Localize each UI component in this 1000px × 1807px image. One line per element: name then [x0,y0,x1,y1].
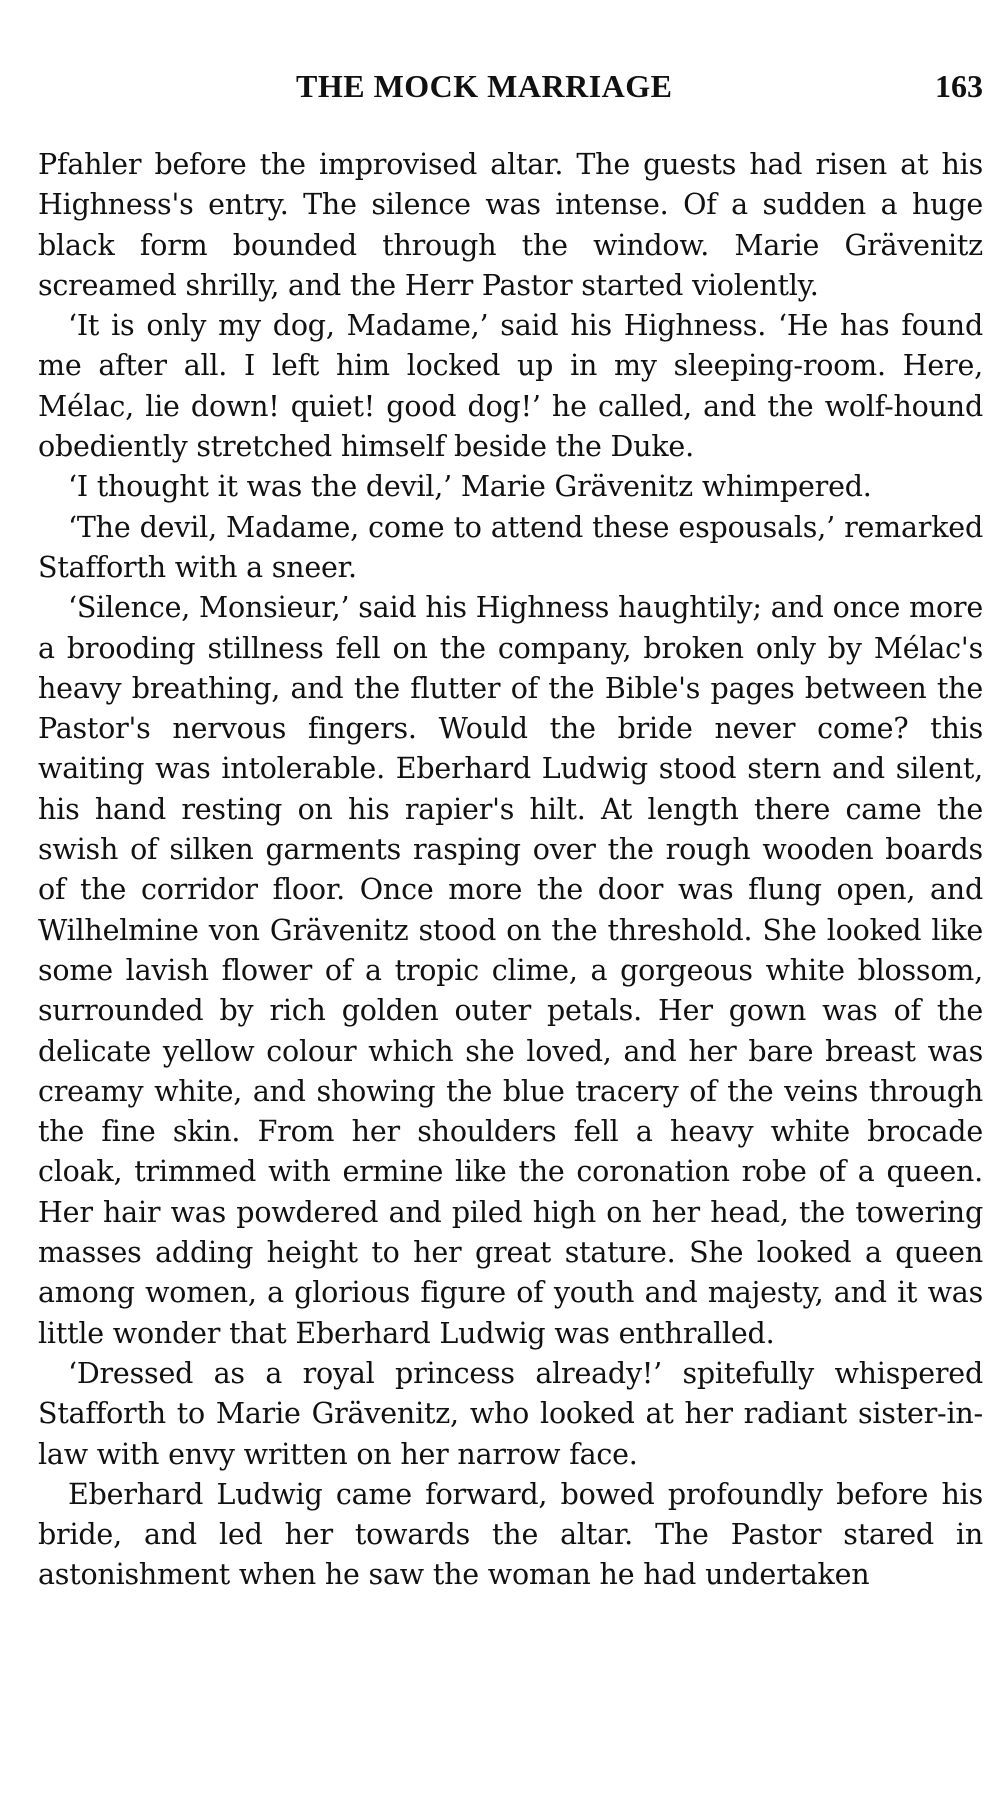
body-text [38,145,983,1596]
paragraph: ‘Dressed as a royal princess already!’ spitefully whispered Stafforth to Marie Grävenitz, who looked at her radiant sister-in-law with envy written on her narrow face. [38,1356,983,1471]
running-head [38,68,983,108]
page-number: 163 [935,68,983,104]
paragraph: Eberhard Ludwig came forward, bowed profoundly before his bride, and led her towards the altar. The Pastor stared in astonishment when he saw the woman he had undertaken [38,1477,983,1592]
paragraph: ‘The devil, Madame, come to attend these espousals,’ remarked Stafforth with a sneer. [38,510,983,584]
paragraph: ‘Silence, Monsieur,’ said his Highness haughtily; and once more a brooding stillness fell on the company, broken only by Mélac's heavy breathing, and the flutter of the Bible's pages between the Pastor's nervous fingers. Would the bride never come? this waiting was intolerable. Eberhard Ludwig stood stern and silent, his hand resting on his rapier's hilt. At length there came the swish of silken garments rasping over the rough wooden boards of the corridor floor. Once more the door was flung open, and Wilhelmine von Grävenitz stood on the threshold. She looked like some lavish flower of a tropic clime, a gorgeous white blossom, surrounded by rich golden outer petals. Her gown was of the delicate yellow colour which she loved, and her bare breast was creamy white, and showing the blue tracery of the veins through the fine skin. From her shoulders fell a heavy white brocade cloak, trimmed with ermine like the coronation robe of a queen. Her hair was powdered and piled high on her head, the towering masses adding height to her great stature. She looked a queen among women, a glorious figure of youth and majesty, and it was little wonder that Eberhard Ludwig was enthralled. [38,591,983,1350]
running-title: THE MOCK MARRIAGE [296,68,673,104]
paragraph: ‘I thought it was the devil,’ Marie Grävenitz whimpered. [68,470,872,504]
paragraph: ‘It is only my dog, Madame,’ said his Highness. ‘He has found me after all. I left him locked up in my sleeping-room. Here, Mélac, lie down! quiet! good dog!’ he called, and the wolf-hound obediently stretched himself beside the Duke. [38,309,983,464]
paragraph-continued: Pfahler before the improvised altar. The guests had risen at his Highness's entry. The silence was intense. Of a sudden a huge black form bounded through the window. Marie Grävenitz screamed shrilly, and the Herr Pastor started violently. [38,148,983,302]
